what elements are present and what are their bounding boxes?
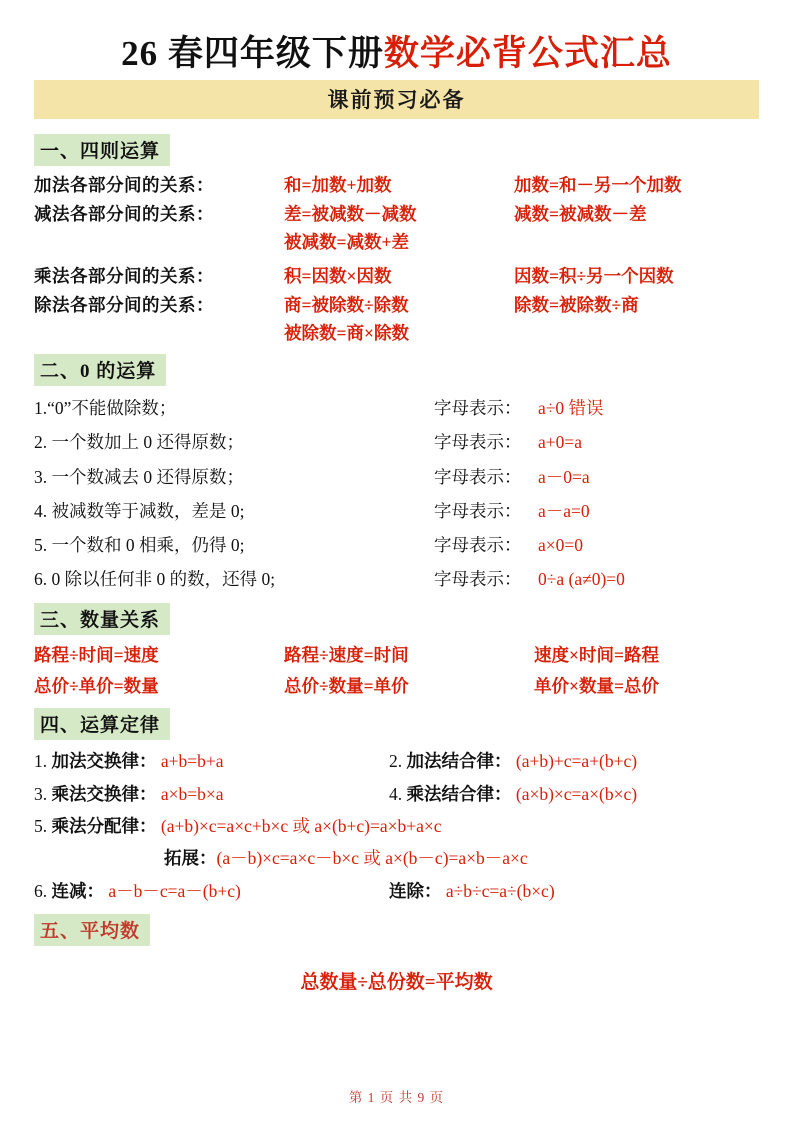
law-left: [34, 745, 389, 777]
section-heading-3: 三、数量关系: [34, 603, 170, 635]
item-label: 字母表示：: [434, 398, 522, 419]
law-formula: (a+b)+c=a+(b+c): [515, 751, 638, 772]
item-text: 3. 一个数减去 0 还得原数；: [34, 466, 244, 487]
row-label: 减法各部分间的关系：: [34, 203, 214, 224]
item-answer: a×0=0: [538, 534, 584, 555]
law-left: [34, 778, 389, 810]
list-item: [34, 391, 759, 425]
formula-a: 差=被减数－减数: [284, 203, 417, 224]
formula-row: [34, 262, 759, 290]
formula-b: 加数=和－另一个加数: [514, 175, 682, 196]
subtitle-banner: 课前预习必备: [34, 80, 759, 119]
formula-c: 单价×数量=总价: [534, 675, 659, 696]
law-right: [389, 875, 555, 907]
law-row: [34, 810, 759, 842]
law-number: 3.: [34, 783, 48, 804]
formula-b: 除数=被除数÷商: [514, 294, 639, 315]
law-number: 2.: [389, 751, 403, 772]
item-text: 4. 被减数等于减数，差是 0;: [34, 500, 245, 521]
item-label: 字母表示：: [434, 432, 522, 453]
item-label: 字母表示：: [434, 534, 522, 555]
law-name: 加法结合律：: [406, 751, 512, 772]
row-label: 加法各部分间的关系：: [34, 175, 214, 196]
formula-a: 和=加数+加数: [284, 175, 392, 196]
section-heading-5: 五、平均数: [34, 914, 150, 946]
list-item: [34, 460, 759, 494]
formula-mid-2: 被除数=商×除数: [284, 322, 409, 343]
law-row: [34, 745, 759, 777]
formula-row: [34, 200, 759, 228]
title-red-part: 数学必背公式汇总: [383, 34, 672, 73]
law-row: [34, 875, 759, 907]
law-number: 4.: [389, 783, 403, 804]
title-black-part: 26 春四年级下册: [121, 34, 384, 73]
formula-c: 速度×时间=路程: [534, 645, 659, 666]
law-number: 5.: [34, 816, 48, 837]
formula-a: 总价÷单价=数量: [34, 675, 159, 696]
law-number: 1.: [34, 751, 48, 772]
law-left: [34, 875, 389, 907]
law-name: 连除：: [389, 880, 442, 901]
page-title: [34, 34, 759, 74]
section-heading-4: 四、运算定律: [34, 708, 170, 740]
item-text: 1.“0”不能做除数；: [34, 398, 177, 419]
item-answer: 0÷a (a≠0)=0: [538, 568, 625, 589]
formula-row: [34, 291, 759, 319]
law-name: 拓展：: [164, 848, 217, 869]
formula-b: 路程÷速度=时间: [284, 645, 409, 666]
formula-row: [34, 671, 759, 702]
row-label: 乘法各部分间的关系：: [34, 266, 214, 287]
law-name: 乘法结合律：: [406, 783, 512, 804]
item-label: 字母表示：: [434, 500, 522, 521]
law-formula: (a×b)×c=a×(b×c): [515, 783, 638, 804]
average-formula: 总数量÷总份数=平均数: [300, 972, 493, 994]
page-footer: 第 1 页 共 9 页: [348, 1090, 445, 1105]
law-formula: (a－b)×c=a×c－b×c 或 a×(b－c)=a×b－a×c: [216, 848, 528, 869]
formula-a: 商=被除数÷除数: [284, 294, 409, 315]
item-answer: a÷0 错误: [538, 398, 604, 419]
law-number: 6.: [34, 880, 48, 901]
formula-b: 总价÷数量=单价: [284, 675, 409, 696]
item-text: 5. 一个数和 0 相乘，仍得 0;: [34, 534, 245, 555]
law-left: [34, 810, 442, 842]
item-text: 6. 0 除以任何非 0 的数，还得 0;: [34, 568, 276, 589]
item-text: 2. 一个数加上 0 还得原数；: [34, 432, 244, 453]
formula-a: 路程÷时间=速度: [34, 645, 159, 666]
section-heading-1: 一、四则运算: [34, 134, 170, 166]
item-answer: a－a=0: [538, 500, 590, 521]
formula-a: 积=因数×因数: [284, 266, 392, 287]
law-right: [389, 778, 637, 810]
item-label: 字母表示：: [434, 568, 522, 589]
law-formula: a×b=b×a: [160, 783, 224, 804]
law-name: 乘法分配律：: [51, 816, 157, 837]
law-formula: a÷b÷c=a÷(b×c): [445, 880, 555, 901]
formula-b: 因数=积÷另一个因数: [514, 266, 674, 287]
formula-row: [34, 640, 759, 671]
formula-mid-1: 被减数=减数+差: [284, 231, 409, 252]
law-formula: a+b=b+a: [160, 751, 224, 772]
item-label: 字母表示：: [434, 466, 522, 487]
law-name: 乘法交换律：: [51, 783, 157, 804]
law-formula: a－b－c=a－(b+c): [108, 880, 241, 901]
list-item: [34, 425, 759, 459]
law-formula: (a+b)×c=a×c+b×c 或 a×(b+c)=a×b+a×c: [160, 816, 442, 837]
formula-row: [34, 171, 759, 199]
law-row-extension: [34, 842, 759, 874]
list-item: [34, 528, 759, 562]
section-heading-2: 二、0 的运算: [34, 354, 166, 386]
law-name: 加法交换律：: [51, 751, 157, 772]
law-name: 连减：: [51, 880, 104, 901]
list-item: [34, 562, 759, 596]
formula-b: 减数=被减数－差: [514, 203, 647, 224]
row-label: 除法各部分间的关系：: [34, 294, 214, 315]
law-row: [34, 778, 759, 810]
law-right: [389, 745, 637, 777]
list-item: [34, 494, 759, 528]
item-answer: a－0=a: [538, 466, 590, 487]
item-answer: a+0=a: [538, 432, 583, 453]
